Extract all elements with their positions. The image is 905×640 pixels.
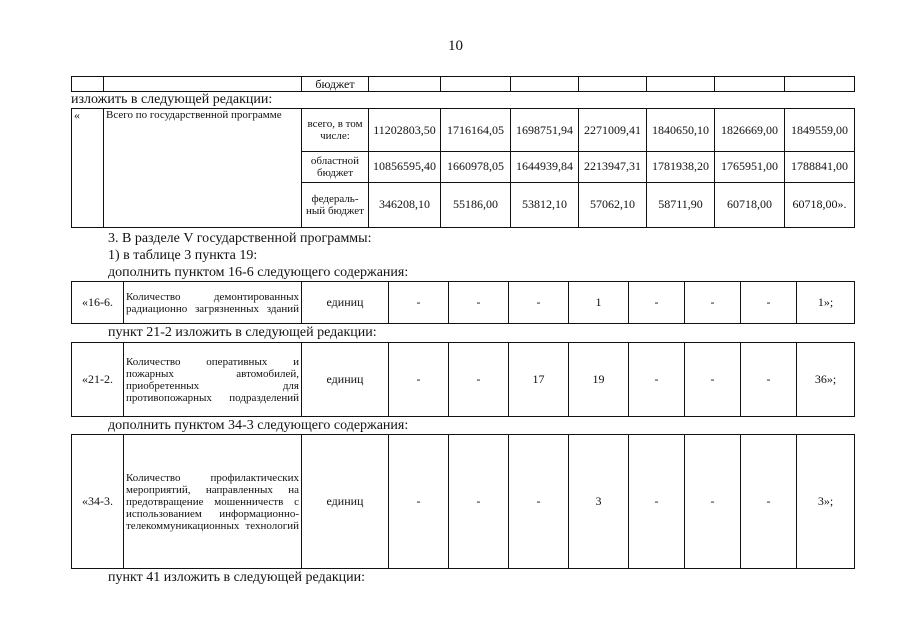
value-cell: 1716164,05 (441, 109, 511, 152)
indicator-name: Количество профилактических мероприятий, направленных на предотвращение мошенничеств с использованием информационно-телекоммуникационных технологий (124, 435, 302, 569)
value-cell: 1788841,00 (785, 152, 855, 182)
value-cell: - (629, 282, 685, 324)
instruction-line: пункт 21-2 изложить в следующей редакции: (108, 325, 377, 340)
value-cell: 11202803,50 (369, 109, 441, 152)
value-cell: - (389, 343, 449, 417)
row-label: федераль-ный бюджет (302, 182, 369, 227)
instruction-line: пункт 41 изложить в следующей редакции: (108, 570, 365, 585)
value-cell: - (449, 282, 509, 324)
value-cell: 57062,10 (579, 182, 647, 227)
value-cell: 2271009,41 (579, 109, 647, 152)
value-cell: 1»; (797, 282, 855, 324)
value-cell: - (741, 435, 797, 569)
row-label: всего, в том числе: (302, 109, 369, 152)
value-cell: 10856595,40 (369, 152, 441, 182)
empty-cell (104, 77, 302, 92)
instruction-line: 1) в таблице 3 пункта 19: (108, 248, 258, 263)
top-table-fragment (71, 76, 855, 92)
value-cell: - (629, 435, 685, 569)
instruction-line: изложить в следующей редакции: (71, 92, 273, 107)
value-cell: 1781938,20 (647, 152, 715, 182)
indicator-name: Количество оперативных и пожарных автомобилей, приобретенных для противопожарных подразделений (124, 343, 302, 417)
indicator-table-21-2 (71, 342, 855, 417)
value-cell: - (741, 282, 797, 324)
value-cell: 1840650,10 (647, 109, 715, 152)
value-cell: 1660978,05 (441, 152, 511, 182)
value-cell: - (389, 282, 449, 324)
value-cell: 60718,00 (715, 182, 785, 227)
program-name: Всего по государственной программе (104, 109, 302, 228)
program-funding-table (71, 108, 855, 228)
indicator-name: Количество демонтированных радиационно загрязненных зданий (124, 282, 302, 324)
row-marker: « (72, 109, 104, 228)
section-heading: 3. В разделе V государственной программы: (108, 231, 372, 246)
value-cell: 36»; (797, 343, 855, 417)
empty-cell (72, 77, 104, 92)
value-cell: 1 (569, 282, 629, 324)
indicator-table-16-6 (71, 281, 855, 324)
value-cell: - (449, 435, 509, 569)
value-cell: 55186,00 (441, 182, 511, 227)
value-cell: 1826669,00 (715, 109, 785, 152)
value-cell: 1765951,00 (715, 152, 785, 182)
value-cell: - (509, 435, 569, 569)
value-cell: - (629, 343, 685, 417)
value-cell: 1698751,94 (511, 109, 579, 152)
item-number: «21-2. (72, 343, 124, 417)
value-cell: - (685, 343, 741, 417)
value-cell: 3»; (797, 435, 855, 569)
unit-cell: единиц (302, 282, 389, 324)
value-cell: 346208,10 (369, 182, 441, 227)
instruction-line: дополнить пунктом 16-6 следующего содержания: (108, 265, 409, 280)
item-number: «34-3. (72, 435, 124, 569)
value-cell: 58711,90 (647, 182, 715, 227)
value-cell: - (685, 282, 741, 324)
item-number: «16-6. (72, 282, 124, 324)
page-number: 10 (448, 38, 463, 54)
value-cell: 1644939,84 (511, 152, 579, 182)
instruction-line: дополнить пунктом 34-3 следующего содержания: (108, 418, 409, 433)
value-cell: 1849559,00 (785, 109, 855, 152)
indicator-table-34-3 (71, 434, 855, 569)
value-cell: - (685, 435, 741, 569)
value-cell: - (509, 282, 569, 324)
row-label: областной бюджет (302, 152, 369, 182)
value-cell: - (389, 435, 449, 569)
value-cell: 60718,00». (785, 182, 855, 227)
value-cell: 2213947,31 (579, 152, 647, 182)
value-cell: - (449, 343, 509, 417)
unit-cell: единиц (302, 435, 389, 569)
unit-cell: единиц (302, 343, 389, 417)
value-cell: 17 (509, 343, 569, 417)
value-cell: 53812,10 (511, 182, 579, 227)
budget-label: бюджет (302, 77, 369, 92)
value-cell: 3 (569, 435, 629, 569)
value-cell: 19 (569, 343, 629, 417)
value-cell: - (741, 343, 797, 417)
